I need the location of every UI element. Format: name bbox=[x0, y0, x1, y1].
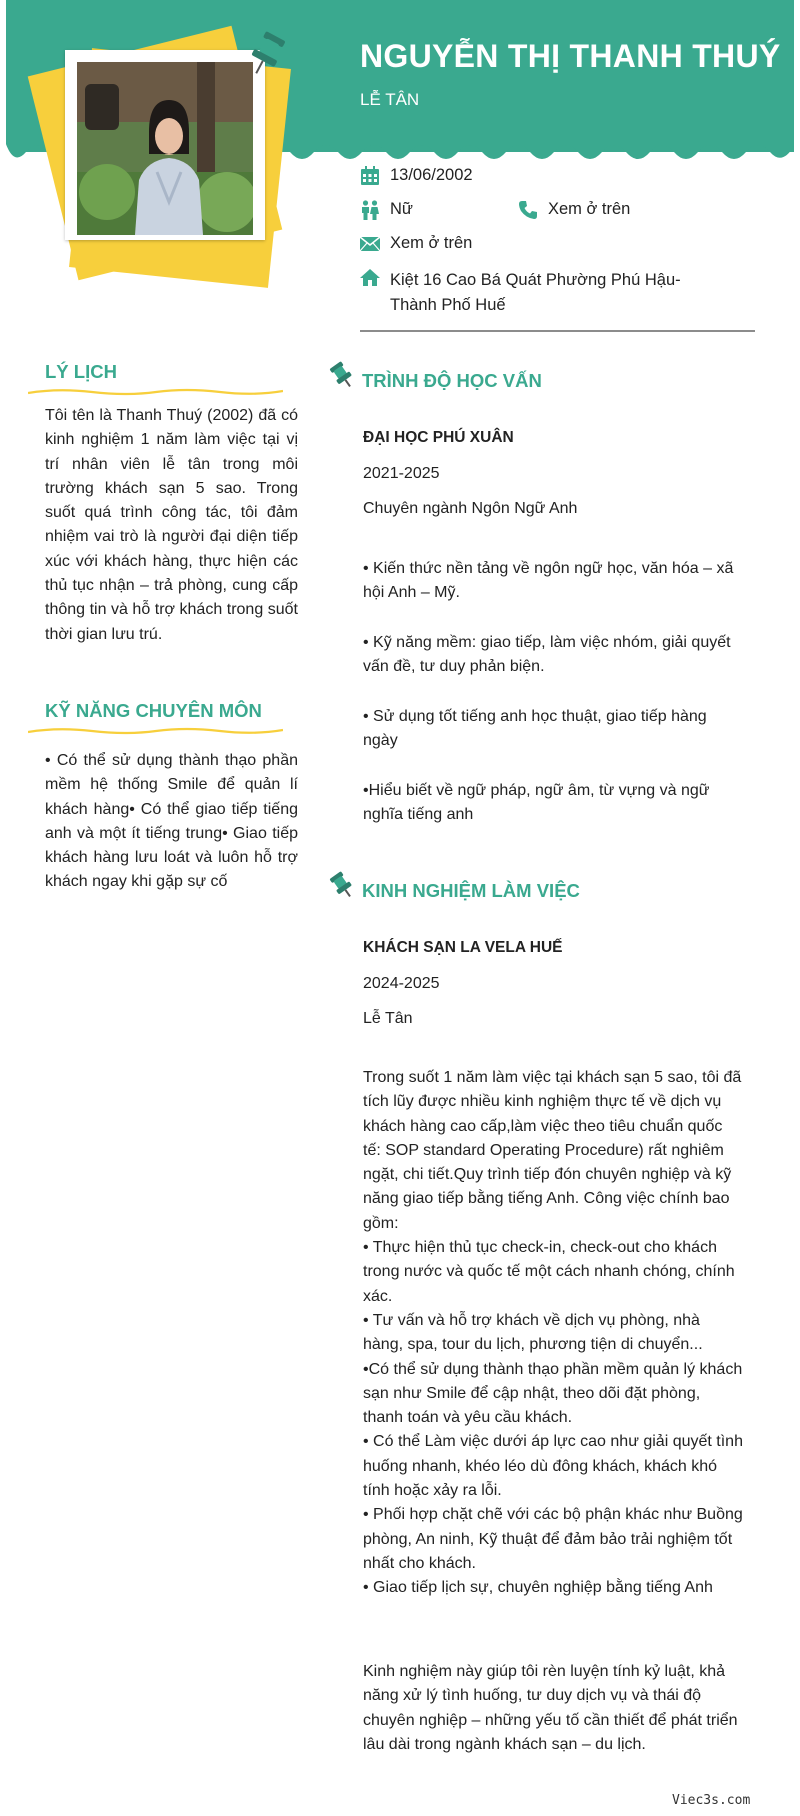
experience-duty-6: • Giao tiếp lịch sự, chuyên nghiệp bằng tiếng Anh bbox=[363, 1579, 713, 1597]
address-line-2: Thành Phố Huế bbox=[390, 296, 506, 314]
avatar bbox=[77, 62, 253, 235]
education-bullet-2: • Kỹ năng mềm: giao tiếp, làm việc nhóm, giải quyết vấn đề, tư duy phản biện. bbox=[363, 634, 731, 676]
education-bullet-4: •Hiểu biết về ngữ pháp, ngữ âm, từ vựng và ngữ nghĩa tiếng anh bbox=[363, 782, 710, 824]
info-phone bbox=[518, 200, 630, 220]
photo-frame bbox=[65, 50, 265, 240]
email-text: Xem ở trên bbox=[390, 234, 473, 252]
email-icon bbox=[360, 234, 380, 254]
experience-duty-2: • Tư vấn và hỗ trợ khách về dịch vụ phòng, nhà hàng, spa, tour du lịch, phương tiện di chuyển... bbox=[363, 1311, 703, 1354]
experience-duty-1: • Thực hiện thủ tục check-in, check-out cho khách trong nước và quốc tế một cách nhanh chóng, chính xác. bbox=[363, 1239, 735, 1305]
experience-years: 2024-2025 bbox=[363, 975, 440, 992]
profile-heading: LÝ LỊCH bbox=[45, 361, 117, 382]
experience-pin-icon bbox=[329, 870, 355, 900]
address-block bbox=[390, 268, 681, 318]
profile-photo-card bbox=[40, 28, 300, 278]
info-email bbox=[360, 234, 472, 254]
skills-heading: KỸ NĂNG CHUYÊN MÔN bbox=[45, 700, 262, 721]
education-bullet-3: • Sử dụng tốt tiếng anh học thuật, giao tiếp hàng ngày bbox=[363, 708, 707, 750]
experience-duty-5: • Phối hợp chặt chẽ với các bộ phận khác như Buồng phòng, An ninh, Kỹ thuật để đảm bảo trải nghiệm tốt nhất cho khách. bbox=[363, 1506, 743, 1572]
experience-company: KHÁCH SẠN LA VELA HUẾ bbox=[363, 939, 563, 956]
education-pin-icon bbox=[329, 360, 355, 390]
experience-description bbox=[363, 1066, 743, 1601]
experience-intro: Trong suốt 1 năm làm việc tại khách sạn 5 sao, tôi đã tích lũy được nhiều kinh nghiệm thực tế về dịch vụ khách hàng cao cấp,làm việc theo tiêu chuẩn quốc tế: SOP standard Operating Procedure) rất nghiêm ngặt, chi tiết.Quy trình tiếp đón chuyên nghiệp và kỹ năng giao tiếp bằng tiếng Anh. Công việc chính bao gồm: bbox=[363, 1069, 742, 1232]
education-major: Chuyên ngành Ngôn Ngữ Anh bbox=[363, 500, 578, 517]
skills-underline bbox=[28, 725, 283, 737]
phone-text: Xem ở trên bbox=[548, 200, 631, 218]
skills-text: • Có thể sử dụng thành thạo phần mềm hệ thống Smile để quản lí khách hàng• Có thể giao tiếp tiếng anh và một ít tiếng trung• Giao tiếp khách hàng lưu loát và luôn hỗ trợ khách ngay khi gặp sự cố bbox=[45, 752, 298, 891]
candidate-role: LỄ TÂN bbox=[360, 90, 420, 109]
home-icon bbox=[360, 268, 380, 288]
profile-underline bbox=[28, 386, 283, 398]
dob-text: 13/06/2002 bbox=[390, 166, 473, 184]
phone-icon bbox=[518, 200, 538, 220]
info-divider bbox=[360, 330, 755, 332]
experience-heading: KINH NGHIỆM LÀM VIỆC bbox=[362, 880, 580, 901]
calendar-icon bbox=[360, 166, 380, 186]
experience-closing: Kinh nghiệm này giúp tôi rèn luyện tính kỷ luật, khả năng xử lý tình huống, tư duy dịch vụ và thái độ chuyên nghiệp – những yếu tố cần thiết để phát triển lâu dài trong ngành khách sạn – du lịch. bbox=[363, 1663, 738, 1753]
experience-duty-4: • Có thể Làm việc dưới áp lực cao như giải quyết tình huống nhanh, khéo léo dù đông khách, khách khó tính hoặc xảy ra lỗi. bbox=[363, 1433, 743, 1500]
info-dob bbox=[360, 166, 473, 186]
watermark: Viec3s.com bbox=[672, 1793, 751, 1808]
gender-text: Nữ bbox=[390, 200, 413, 218]
experience-position: Lễ Tân bbox=[363, 1010, 413, 1027]
info-address bbox=[360, 268, 681, 318]
education-heading: TRÌNH ĐỘ HỌC VẤN bbox=[362, 370, 542, 391]
info-gender bbox=[360, 200, 413, 220]
candidate-name: NGUYỄN THỊ THANH THUÝ bbox=[360, 38, 781, 74]
profile-text: Tôi tên là Thanh Thuý (2002) đã có kinh nghiệm 1 năm làm việc tại vị trí nhân viên lễ tân trong môi trường khách sạn 5 sao. Trong suốt quá trình công tác, tôi đảm nhiệm vai trò là người đại diện tiếp xúc với khách hàng, thực hiện các thủ tục nhận – trả phòng, cung cấp thông tin và hỗ trợ khách trong suốt thời gian lưu trú. bbox=[45, 407, 298, 643]
experience-duty-3: •Có thể sử dụng thành thạo phần mềm quản lý khách sạn như Smile để cập nhật, theo dõi đặt phòng, thanh toán và yêu cầu khách. bbox=[363, 1360, 743, 1427]
address-line-1: Kiệt 16 Cao Bá Quát Phường Phú Hậu- bbox=[390, 271, 681, 289]
gender-icon bbox=[360, 200, 380, 220]
education-school: ĐẠI HỌC PHÚ XUÂN bbox=[363, 429, 514, 446]
education-years: 2021-2025 bbox=[363, 465, 440, 482]
pushpin-icon bbox=[245, 28, 289, 78]
education-bullet-1: • Kiến thức nền tảng về ngôn ngữ học, văn hóa – xã hội Anh – Mỹ. bbox=[363, 560, 734, 602]
